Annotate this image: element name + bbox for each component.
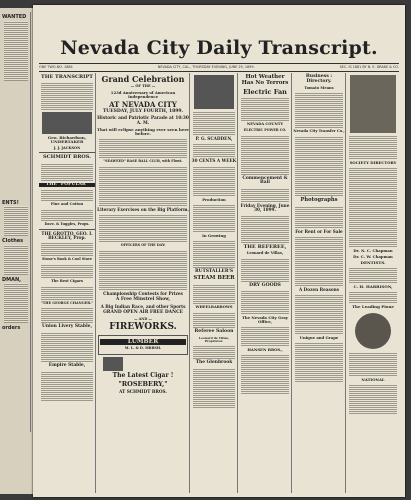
glenbrook-ad: The Glenbrook	[195, 359, 233, 365]
dozen-reasons-ad: A Dozen Reasons	[298, 287, 340, 293]
base-ball-club: "SEAWEED" BASE BALL CLUB, with Flowt.	[103, 159, 183, 164]
celebration-of: — OF THE —	[130, 84, 156, 89]
power-co-ad-2: ELECTRIC POWER CO.	[243, 128, 287, 133]
prev-heading-dman: DMAN,	[2, 276, 22, 283]
at-schmidt: AT SCHMIDT BROS.	[119, 388, 167, 394]
col1-head: THE TRANSCRIPT	[41, 74, 93, 80]
round-seal-illustration	[355, 313, 391, 349]
thirty-cents-ad: 30 CENTS A WEEK	[191, 158, 237, 164]
column-3	[191, 73, 238, 493]
masthead: Nevada City Daily Transcript.	[60, 37, 378, 59]
unique-grape-ad: Unique and Grape	[299, 335, 339, 341]
transfer-co: Nevada City Transfer Co.,	[293, 129, 345, 134]
previous-page-edge	[0, 8, 34, 494]
the-referee-sub: Leonard de Villas,	[246, 250, 284, 255]
column-6	[347, 73, 399, 493]
newspaper-page	[33, 5, 405, 497]
ch-harrison: C. H. HARRISON,	[353, 284, 393, 290]
celebration-title: Grand Celebration	[101, 74, 185, 84]
electric-fan-ad: Electric Fan	[243, 87, 287, 96]
steam-beer-ad: STEAM BEER	[193, 275, 235, 282]
and-separator: — AND —	[134, 316, 152, 321]
celebration-parade: Historic and Patriotic Parade at 10:30 A. M.	[97, 116, 189, 126]
friday-evening: Friday Evening, June 30, 1899.	[240, 202, 290, 213]
union-livery-ad: Union Livery Stable,	[42, 324, 92, 330]
scadden-ad: P. G. SCADDEN,	[195, 136, 233, 141]
dr-cw-chapman: Dr. C. W. Chapman	[353, 253, 393, 259]
prev-heading-clothes: Clothes	[2, 238, 24, 245]
wheelbarrows-ad: WHEELBARROWS	[195, 305, 233, 310]
popular-ad: THE "POPULAR"	[39, 183, 95, 188]
officers-of-the-day: OFFICERS OF THE DAY:	[120, 243, 166, 248]
celebration-date: TUESDAY, JULY FOURTH, 1899.	[102, 109, 184, 115]
literary-exercises: Literary Exercises on the Big Platform.	[97, 206, 189, 212]
dry-goods: DRY GOODS	[249, 282, 281, 288]
column-5	[293, 73, 346, 493]
rosebery: "ROSEBERY,"	[118, 380, 168, 388]
best-cigars-ad: The Best Cigars	[50, 278, 84, 283]
society-directory: SOCIETY DIRECTORY	[349, 160, 397, 165]
the-referee: THE REFEREE,	[243, 243, 287, 250]
latest-cigar: The Latest Cigar !	[112, 371, 174, 379]
dateline-left: ONE TWO-NO. 1884	[39, 65, 73, 69]
leading-pione: The Leading Pione	[352, 304, 394, 310]
gray-office: The Nevada City Gray Office,	[242, 315, 288, 325]
for-rent-ad: For Rent or For Sale	[295, 228, 343, 234]
rutstallers-ad: RUTSTALLER'S	[194, 268, 234, 274]
minstrel-show: A Free Minstrel Show,	[115, 297, 171, 303]
column-2	[97, 73, 190, 493]
prev-heading-orders: orders	[2, 325, 21, 332]
column-4	[239, 73, 292, 493]
tomato-means: Tomato Means	[304, 85, 334, 90]
photographs-ad: Photographs	[300, 197, 338, 204]
hot-weather-ad: Hot Weather Has No Terrors	[241, 74, 289, 86]
dateline	[39, 63, 399, 72]
national-ad: NATIONAL	[361, 376, 385, 382]
props-ad: Dave. & Tuggles, Props.	[44, 222, 90, 227]
george-changer-ad: "THE GEORGE CHANGER."	[40, 300, 94, 305]
undertaker-ad-2: J. J. JACKSON	[53, 145, 81, 150]
dr-nc-chapman: Dr. N. C. Chapman	[353, 247, 393, 253]
business-directory: Business : Directory.	[305, 74, 333, 84]
celebration-anniversary: 123d Anniversary of American Independence	[110, 90, 176, 100]
grotto-ad: THE GROTTO, GEO. I. BECKLEY, Prop.	[41, 230, 93, 240]
prev-heading-wanted: WANTED	[2, 14, 27, 20]
cigar-box-illustration	[103, 357, 123, 371]
referee-saloon-sub: Leonard de Villas, Proprietor.	[198, 335, 230, 343]
book-store-ad: Stone's Book & Cool Store	[41, 257, 93, 262]
power-co-ad: NEVADA COUNTY	[246, 122, 284, 127]
referee-saloon-ad: Referee Saloon	[194, 328, 234, 334]
columns	[39, 73, 399, 493]
growing-ad: In Growing	[202, 232, 226, 238]
free-dance: GRAND OPEN AIR FREE DANCE	[103, 310, 183, 316]
dentists: DENTISTS.	[360, 259, 386, 265]
popular-ad-sub: Fine and Cotton	[50, 202, 84, 207]
woman-portrait-illustration	[350, 75, 396, 133]
hansen-bros: HANSEN BROS.,	[247, 347, 283, 353]
dateline-right: SEC. IS 1881 BY N. E. DRAKE & CO.	[339, 65, 399, 69]
woman-illustration	[194, 75, 234, 109]
indian-race: A Big Indian Race, and other Sports	[100, 303, 186, 309]
fireworks: FIREWORKS.	[109, 322, 177, 333]
lumber-ad	[98, 335, 188, 355]
undertaker-ad: Geo. Richardson, UNDERTAKER	[47, 135, 87, 145]
production-ad: Production	[202, 196, 226, 202]
celebration-city: AT NEVADA CITY	[109, 100, 177, 110]
column-1	[39, 73, 96, 493]
schmidt-ad: SCHMIDT BROS.	[43, 154, 91, 161]
prev-heading-ents: ENTS!	[2, 199, 19, 206]
championship-contests: Championship Contests for Prizes	[103, 290, 183, 296]
lumber-sub: M. L. & D. MRRSH.	[124, 346, 162, 351]
celebration-eclipse: That will eclipse anything ever seen here before.	[97, 127, 189, 137]
lumber-title: LUMBER	[100, 339, 186, 345]
commencement-ball: Commencement & Ball	[242, 175, 288, 186]
dateline-center: NEVADA CITY, CAL., THURSDAY EVENING, JUNE 29, 1899.	[157, 65, 255, 69]
empire-stable-ad: Empire Stable,	[48, 362, 86, 368]
undertaker-illustration	[42, 112, 92, 134]
